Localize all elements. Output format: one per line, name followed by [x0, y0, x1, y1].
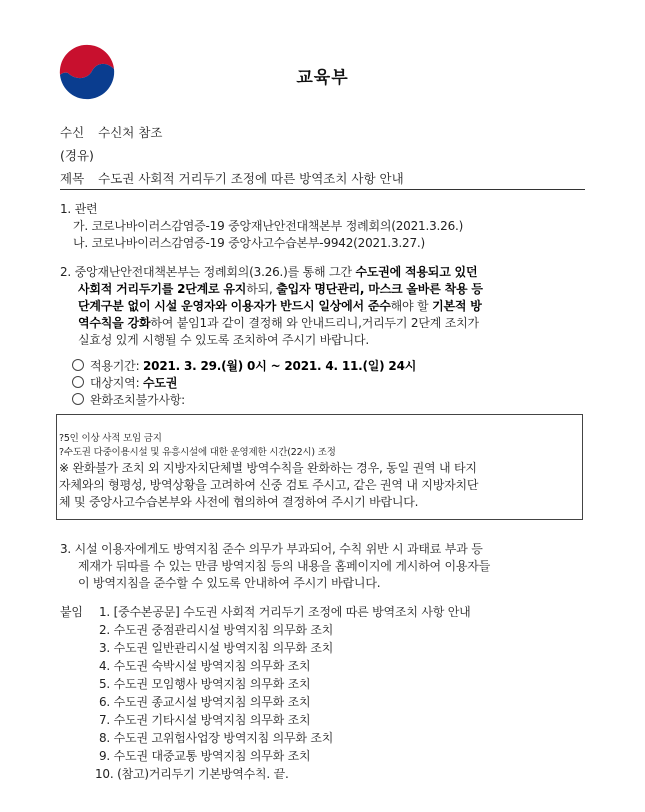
recipient-row — [60, 124, 163, 141]
section3-line-3: 이 방역지침을 준수할 수 있도록 안내하여 주시기 바랍니다. — [78, 576, 381, 590]
region-label: 대상지역: — [90, 376, 144, 390]
attachment-item: 9. 수도권 대중교통 방역지침 의무화 조치 — [99, 749, 311, 763]
notice-line: 자체와의 형평성, 방역상황을 고려하여 신중 검토 주시고, 같은 권역 내 지방자치단 — [59, 478, 479, 492]
recipient-value: 수신처 참조 — [98, 125, 163, 140]
circle-bullet-icon — [72, 376, 84, 388]
section2-line-5: 실효성 있게 시행될 수 있도록 조치하여 주시기 바랍니다. — [78, 333, 369, 347]
subject-row — [60, 170, 404, 187]
notice-box — [56, 414, 583, 520]
region-row — [72, 375, 177, 391]
circle-bullet-icon — [72, 393, 84, 405]
no-relax-row — [72, 392, 185, 408]
section2-text: 2. 중앙재난안전대책본부는 정례회의(3.26.)를 통해 그간 — [60, 265, 356, 279]
attachments-label: 붙임 — [60, 605, 83, 619]
attachment-item: 6. 수도권 종교시설 방역지침 의무화 조치 — [99, 695, 311, 709]
notice-line: 체 및 중앙사고수습본부와 사전에 협의하여 결정하여 주시기 바랍니다. — [59, 495, 419, 509]
section2-bold-text: 수도권에 적용되고 있던 — [355, 265, 478, 279]
period-value: 2021. 3. 29.(월) 0시 ~ 2021. 4. 11.(일) 24시 — [143, 359, 417, 373]
section2-line-4 — [78, 315, 479, 331]
attachment-item: 3. 수도권 일반관리시설 방역지침 의무화 조치 — [99, 641, 334, 655]
notice-line: ?5인 이상 사적 모임 금지 — [59, 433, 162, 444]
notice-line: ?수도권 다중이용시설 및 유흥시설에 대한 운영제한 시간(22시) 조정 — [59, 447, 336, 458]
subject-label: 제목 — [60, 171, 85, 186]
notice-line: ※ 완화불가 조치 외 지방자치단체별 방역수칙을 완화하는 경우, 동일 권역 내 타지 — [59, 461, 477, 475]
section1-item: 나. 코로나바이러스감염증-19 중앙사고수습본부-9942(2021.3.27.) — [73, 236, 426, 250]
section2-bold-text: 출입자 명단관리, 마스크 올바른 착용 등 — [276, 282, 483, 296]
section1-heading: 1. 관련 — [60, 202, 98, 216]
attachment-item: 5. 수도권 모임행사 방역지침 의무화 조치 — [99, 677, 311, 691]
period-label: 적용기간: — [90, 359, 144, 373]
circle-bullet-icon — [72, 359, 84, 371]
attachment-item: 4. 수도권 숙박시설 방역지침 의무화 조치 — [99, 659, 311, 673]
attachment-item: 1. [중수본공문] 수도권 사회적 거리두기 조정에 따른 방역조치 사항 안내 — [99, 605, 471, 619]
section2-bold-text: 역수칙을 강화 — [78, 316, 151, 330]
recipient-label: 수신 — [60, 125, 85, 140]
period-row — [72, 358, 416, 374]
attachment-item: 2. 수도권 중점관리시설 방역지침 의무화 조치 — [99, 623, 334, 637]
document-org-title: 교육부 — [296, 68, 349, 88]
section2-line-2 — [78, 281, 483, 297]
section2-bold-text: 단계구분 없이 시설 운영자와 이용자가 반드시 일상에서 준수 — [78, 299, 391, 313]
via-row: (경유) — [60, 148, 94, 163]
section2-text: 하되, — [246, 282, 277, 296]
attachment-item: 7. 수도권 기타시설 방역지침 의무화 조치 — [99, 713, 311, 727]
section1-item: 가. 코로나바이러스감염증-19 중앙재난안전대책본부 정례회의(2021.3.26.) — [73, 219, 464, 233]
attachment-item: 10. (참고)거리두기 기본방역수칙. 끝. — [95, 767, 289, 781]
subject-value: 수도권 사회적 거리두기 조정에 따른 방역조치 사항 안내 — [98, 171, 404, 186]
section3-line-1: 3. 시설 이용자에게도 방역지침 준수 의무가 부과되어, 수칙 위반 시 과태료 부과 등 — [60, 542, 483, 556]
section3-line-2: 제재가 뒤따를 수 있는 만큼 방역지침 등의 내용을 홈페이지에 게시하여 이용자들 — [78, 559, 491, 573]
section2-bold-text: 사회적 거리두기를 2단계로 유지 — [78, 282, 247, 296]
no-relax-label: 완화조치불가사항: — [90, 393, 185, 407]
section2-bold-text: 기본적 방 — [432, 299, 482, 313]
attachment-item: 8. 수도권 고위험사업장 방역지침 의무화 조치 — [99, 731, 334, 745]
section2-line-3 — [78, 298, 482, 314]
region-value: 수도권 — [143, 376, 178, 390]
header-divider — [60, 189, 585, 190]
section2-text: 해야 할 — [390, 299, 433, 313]
section2-text: 하여 붙임1과 같이 결정해 와 안내드리니,거리두기 2단계 조치가 — [150, 316, 479, 330]
section2-line-1 — [60, 264, 477, 280]
